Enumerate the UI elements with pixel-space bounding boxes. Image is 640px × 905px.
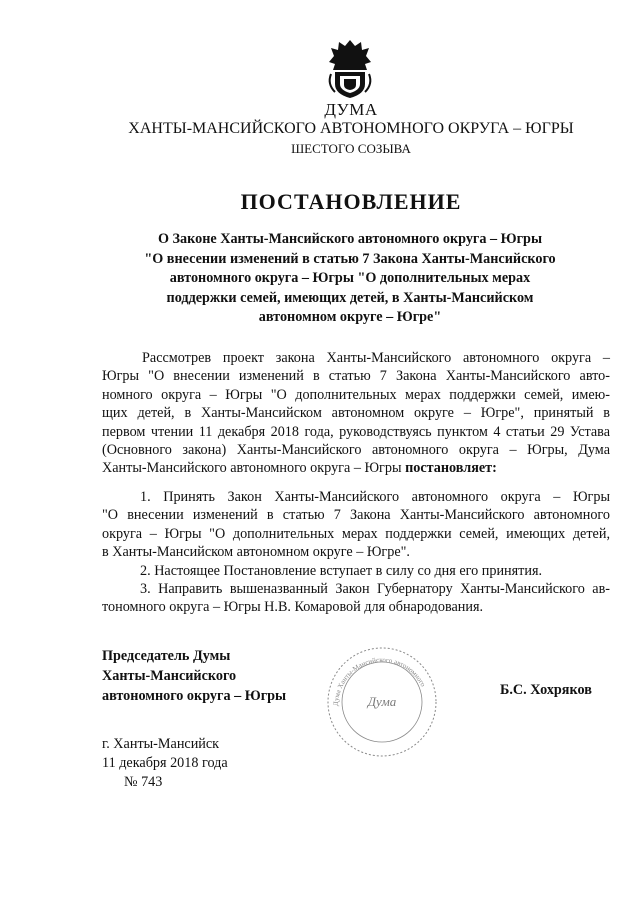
document-subject bbox=[110, 230, 590, 328]
preamble-line: щих детей, в Ханты-Мансийском автономном округе – Югре", принятый в bbox=[102, 405, 610, 422]
item-line: округа – Югры "О дополнительных мерах поддержки семей, имеющих детей, bbox=[102, 525, 610, 542]
city: г. Ханты-Мансийск bbox=[102, 736, 220, 752]
subject-line: автономного округа – Югры "О дополнительных мерах bbox=[169, 270, 531, 287]
org-district: ХАНТЫ-МАНСИЙСКОГО АВТОНОМНОГО ОКРУГА – ЮГРЫ bbox=[128, 120, 574, 137]
signatory-title-line: Ханты-Мансийского bbox=[102, 668, 237, 684]
item-line: в Ханты-Мансийском автономном округе – Югре". bbox=[102, 544, 410, 561]
place-date-block bbox=[102, 735, 302, 792]
subject-line: автономном округе – Югре" bbox=[258, 309, 442, 326]
subject-line: "О внесении изменений в статью 7 Закона Ханты-Мансийского bbox=[144, 250, 556, 267]
document-date: 11 декабря 2018 года bbox=[102, 755, 228, 771]
signatory-title bbox=[102, 646, 312, 706]
resolves-keyword: постановляет: bbox=[405, 460, 497, 477]
preamble-line: Ханты-Мансийского автономного округа – Югры bbox=[102, 460, 402, 477]
preamble-last-line bbox=[102, 459, 610, 477]
preamble-line: Югры "О внесении изменений в статью 7 Закона Ханты-Мансийского авто- bbox=[102, 368, 610, 385]
item-line: "О внесении изменений в статью 7 Закона Ханты-Мансийского автономного bbox=[102, 507, 610, 524]
resolution-items bbox=[102, 488, 610, 617]
official-stamp bbox=[316, 642, 448, 760]
subject-line: О Законе Ханты-Мансийского автономного округа – Югры bbox=[157, 231, 543, 247]
item-line: тономного округа – Югры Н.В. Комаровой для обнародования. bbox=[102, 599, 484, 616]
stamp-ring-text: Дума Ханты-Мансийского автономного bbox=[331, 655, 428, 707]
document-number: № 743 bbox=[124, 774, 163, 790]
document-type-title: ПОСТАНОВЛЕНИЕ bbox=[240, 189, 462, 214]
preamble-line: первом чтении 11 декабря 2018 года, руководствуясь пунктом 4 статьи 29 Устава bbox=[102, 423, 610, 440]
item-line: 2. Настоящее Постановление вступает в силу со дня его принятия. bbox=[140, 562, 543, 579]
org-convocation: ШЕСТОГО СОЗЫВА bbox=[291, 141, 411, 156]
org-name: ДУМА bbox=[324, 100, 378, 119]
preamble-line: (Основного закона) Ханты-Мансийского автономного округа – Югры, Дума bbox=[102, 442, 610, 459]
signatory-title-line: автономного округа – Югры bbox=[102, 688, 287, 704]
signatory-name: Б.С. Хохряков bbox=[500, 682, 592, 698]
stamp-center-text: Дума bbox=[367, 694, 397, 709]
item-line: 3. Направить вышеназванный Закон Губернатору Ханты-Мансийского ав- bbox=[140, 581, 610, 598]
coat-of-arms-emblem bbox=[325, 38, 375, 100]
subject-line: поддержки семей, имеющих детей, в Ханты-Мансийском bbox=[166, 289, 534, 306]
preamble-paragraph bbox=[102, 349, 610, 478]
signatory-title-line: Председатель Думы bbox=[102, 648, 231, 664]
item-line: 1. Принять Закон Ханты-Мансийского автономного округа – Югры bbox=[140, 489, 610, 505]
preamble-line: номного округа – Югры "О дополнительных мерах поддержки семей, имею- bbox=[102, 386, 610, 403]
preamble-line: Рассмотрев проект закона Ханты-Мансийского автономного округа – bbox=[142, 350, 610, 366]
